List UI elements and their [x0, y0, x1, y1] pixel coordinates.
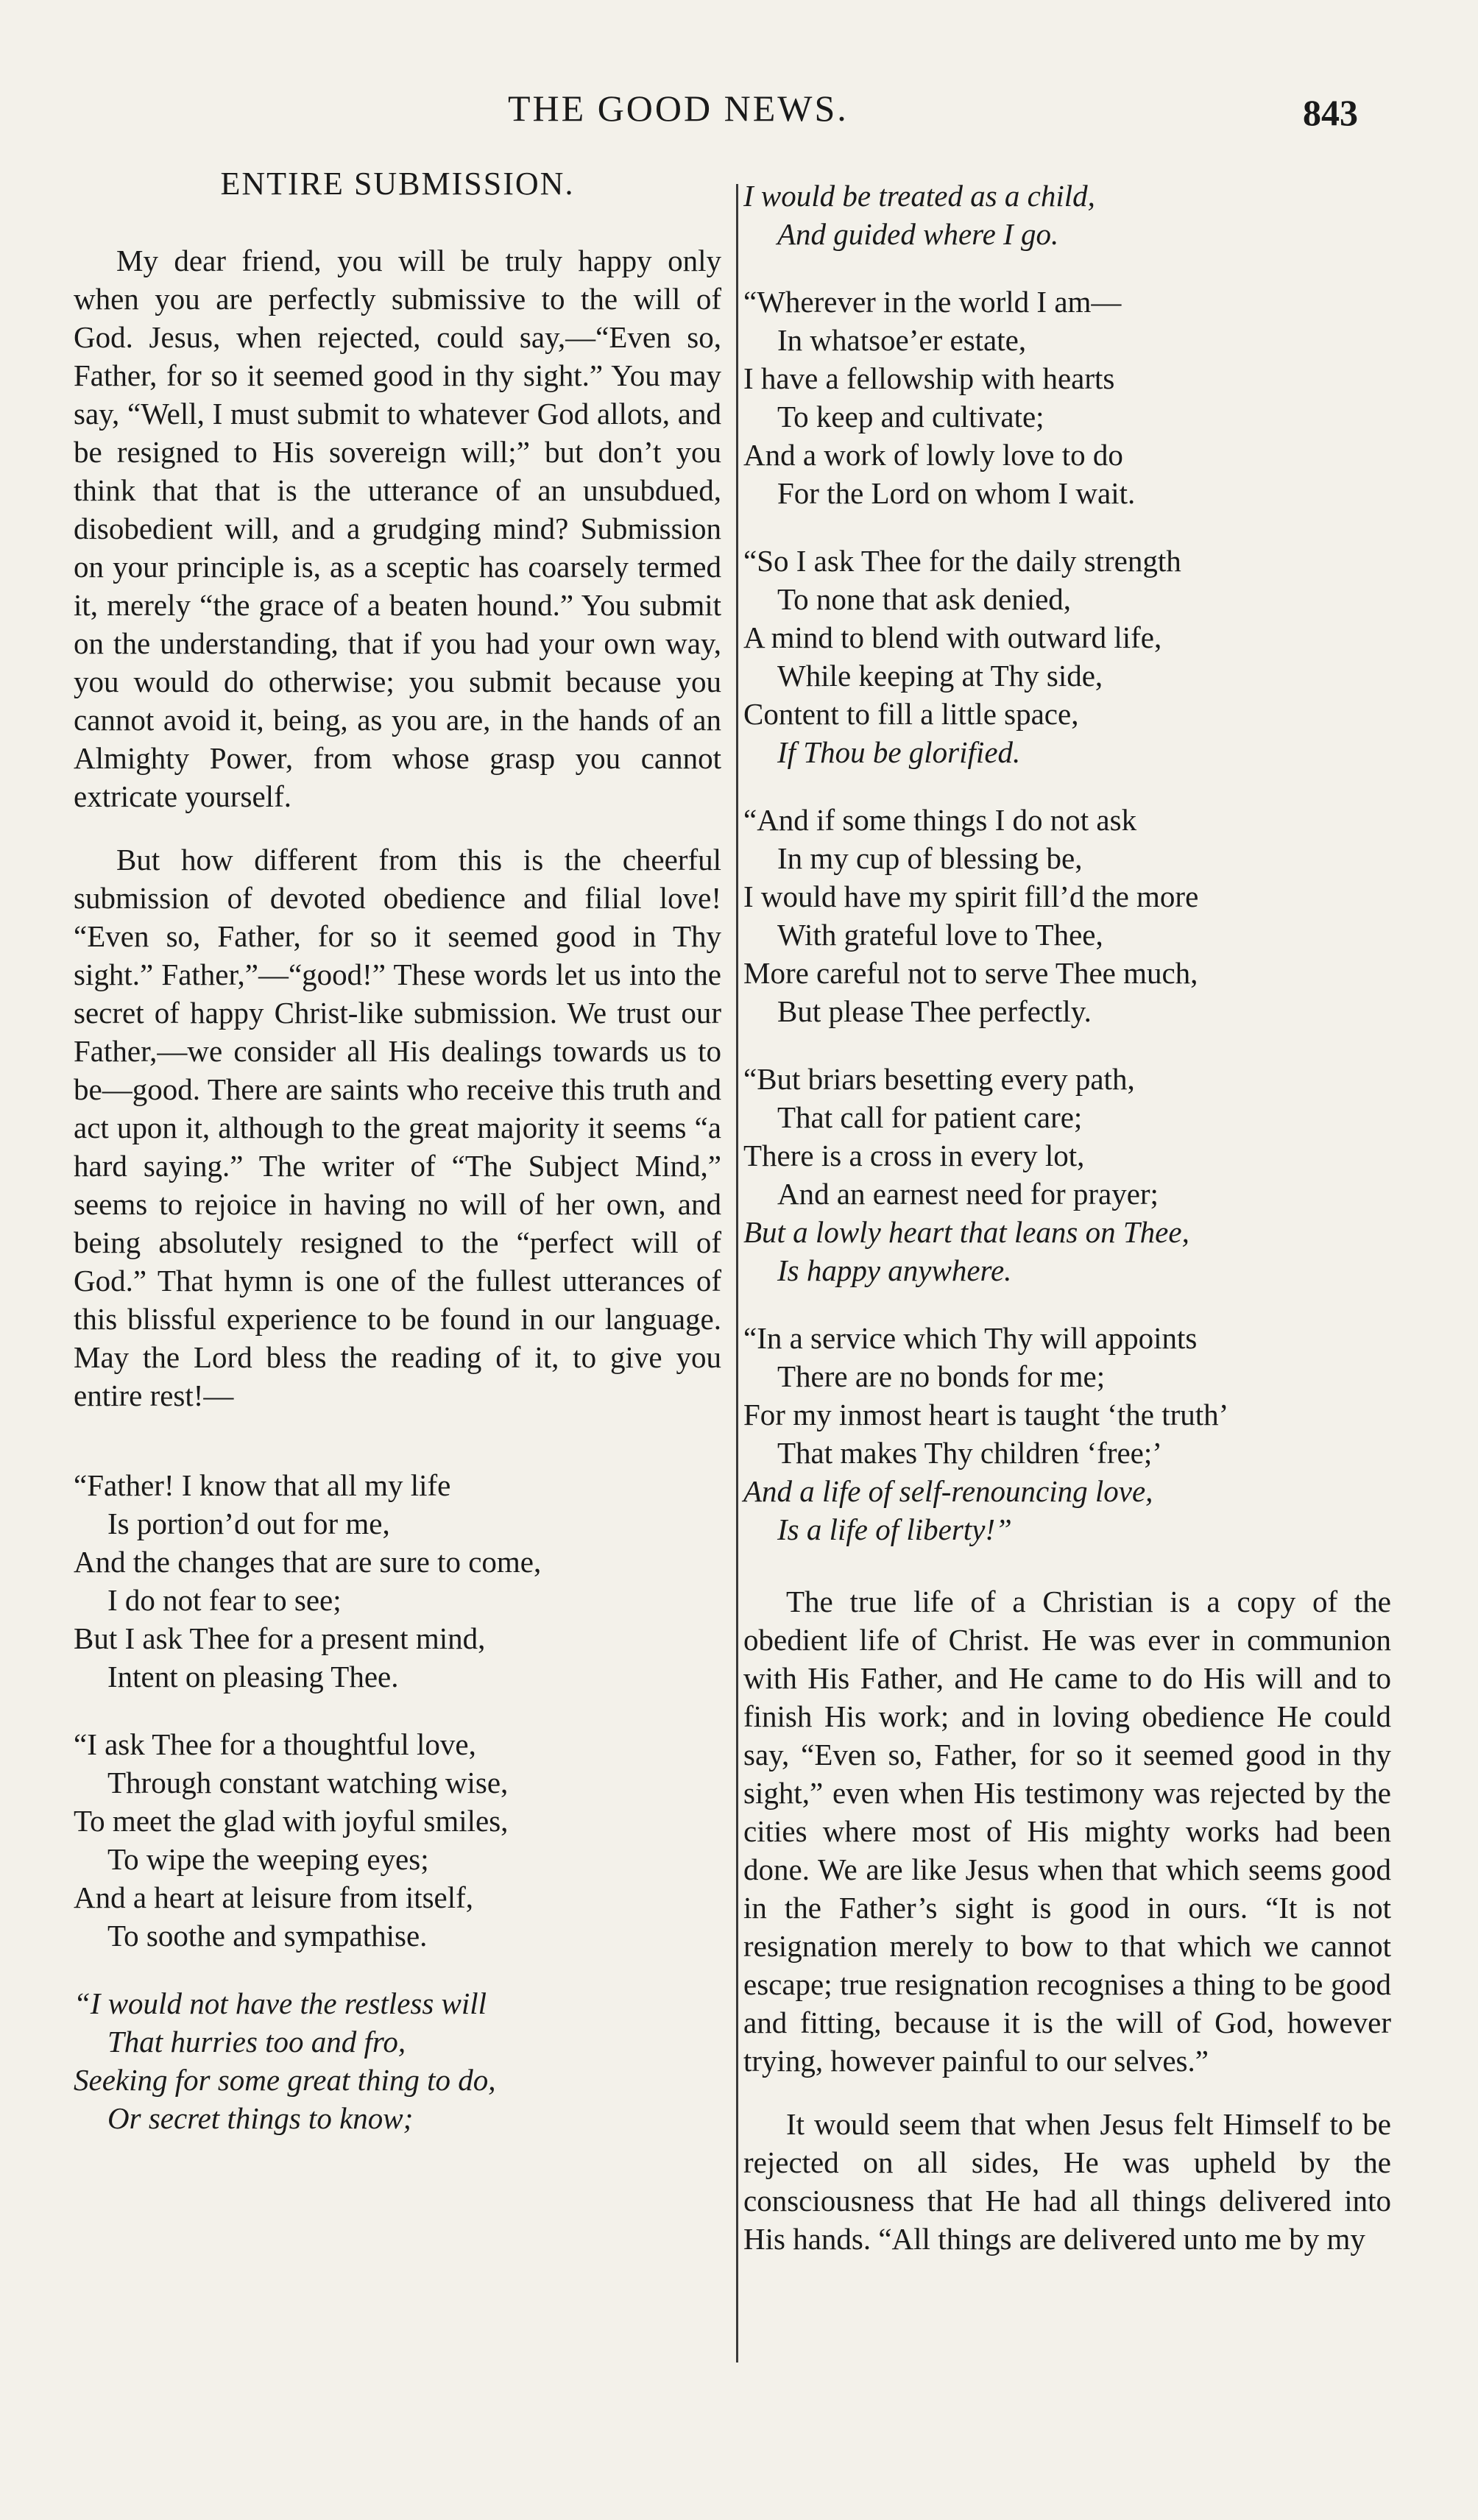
poem-line: “So I ask Thee for the daily strength [743, 544, 1181, 578]
poem-stanza-4 [743, 283, 1391, 512]
page-header [0, 87, 1478, 146]
poem-line: There are no bonds for me; [777, 1359, 1106, 1393]
poem-line: To none that ask denied, [777, 582, 1072, 616]
poem-stanza-6 [743, 801, 1391, 1030]
poem-stanza-7 [743, 1060, 1391, 1289]
poem-line: More careful not to serve Thee much, [743, 956, 1198, 990]
poem-line: For my inmost heart is taught ‘the truth’ [743, 1398, 1229, 1431]
poem-line: “In a service which Thy will appoints [743, 1321, 1198, 1355]
poem-line: And an earnest need for prayer; [777, 1177, 1159, 1211]
poem-stanza-1 [74, 1466, 721, 1696]
poem-line: Is happy anywhere. [777, 1253, 1012, 1287]
article-title: ENTIRE SUBMISSION. [220, 166, 575, 202]
poem-line: To meet the glad with joyful smiles, [74, 1804, 509, 1838]
poem-stanza-8 [743, 1319, 1391, 1549]
poem-stanza-5 [743, 542, 1391, 771]
poem-line: But I ask Thee for a present mind, [74, 1621, 486, 1655]
poem-line: And a life of self-renouncing love, [743, 1474, 1153, 1508]
poem-line: To keep and cultivate; [777, 400, 1044, 433]
poem-line: Is portion’d out for me, [107, 1507, 390, 1540]
poem-line: That hurries too and fro, [107, 2025, 406, 2059]
poem-line: I have a fellowship with hearts [743, 361, 1115, 395]
poem-stanza-2 [74, 1725, 721, 1955]
left-column [74, 165, 721, 2137]
poem-line: To soothe and sympathise. [107, 1919, 428, 1953]
paragraph-2: But how different from this is the cheerful submission of devoted obedience and filial love! “Even so, Father, for so it seemed good in Thy sight.” Father,”—“good!” These words let us into the secret of happy Christ-like submission. We trust our Father,—we consider all His dealings towards us to be—good. There are saints who receive this truth and act upon it, although to the great majority it seems “a hard saying.” The writer of “The Subject Mind,” seems to rejoice in having no will of her own, and being absolutely resigned to the “perfect will of God.” That hymn is one of the fullest utterances of this blissful experience to be found in our language. May the Lord bless the reading of it, to give you entire rest!— [74, 843, 721, 1412]
poem-line: In my cup of blessing be, [777, 841, 1083, 875]
poem-line: In whatsoe’er estate, [777, 323, 1027, 357]
poem-stanza-3 [74, 1984, 721, 2137]
poem-line: I do not fear to see; [107, 1583, 342, 1617]
poem-line: I would have my spirit fill’d the more [743, 879, 1199, 913]
poem-line: And a work of lowly love to do [743, 438, 1123, 472]
poem-line: There is a cross in every lot, [743, 1139, 1085, 1172]
poem-line: And a heart at leisure from itself, [74, 1880, 474, 1914]
closing-paragraph-1: The true life of a Christian is a copy of the obedient life of Christ. He was ever in communion with His Father, and He came to do His will and to finish His work; and in loving obedience He could say, “Even so, Father, for so it seemed good in thy sight,” even when His testimony was rejected by the cities where most of His mighty works had been done. We are like Jesus when that which seems good in the Father’s sight is good in ours. “It is not resignation merely to bow to that which we cannot escape; true resignation recognises a thing to be good and fitting, because it is the will of God, however trying, however painful to our selves.” [743, 1585, 1391, 2078]
poem-line: “I would not have the restless will [74, 1986, 487, 2020]
closing-paragraph-2: It would seem that when Jesus felt Himself to be rejected on all sides, He was upheld by the consciousness that He had all things delivered into His hands. “All things are delivered unto me by my [743, 2107, 1391, 2256]
right-column [743, 177, 1391, 2258]
poem-line: But a lowly heart that leans on Thee, [743, 1215, 1189, 1249]
poem-line: And guided where I go. [777, 217, 1059, 251]
page-number: 843 [1303, 92, 1358, 133]
poem-line: And the changes that are sure to come, [74, 1545, 542, 1579]
poem-line: Is a life of liberty!” [777, 1512, 1012, 1546]
poem-line: To wipe the weeping eyes; [107, 1842, 429, 1876]
poem-line: “But briars besetting every path, [743, 1062, 1135, 1096]
poem-line: Intent on pleasing Thee. [107, 1660, 399, 1693]
poem-line: Content to fill a little space, [743, 697, 1079, 731]
poem-line: A mind to blend with outward life, [743, 620, 1162, 654]
column-divider [736, 184, 738, 2362]
running-title: THE GOOD NEWS. [508, 88, 849, 129]
poem-line: That makes Thy children ‘free;’ [777, 1436, 1162, 1470]
poem-line: While keeping at Thy side, [777, 659, 1103, 693]
poem-line: “And if some things I do not ask [743, 803, 1137, 837]
poem-line: “Father! I know that all my life [74, 1468, 451, 1502]
poem-line: “I ask Thee for a thoughtful love, [74, 1727, 476, 1761]
poem-stanza-3-continued [743, 177, 1391, 253]
poem-line: With grateful love to Thee, [777, 918, 1103, 952]
poem-line: “Wherever in the world I am— [743, 285, 1122, 319]
poem-line: Seeking for some great thing to do, [74, 2063, 496, 2097]
paragraph-1: My dear friend, you will be truly happy only when you are perfectly submissive to the will of God. Jesus, when rejected, could say,—“Even so, Father, for so it seemed good in thy sight.” You may say, “Well, I must submit to whatever God allots, and be resigned to His sovereign will;” but don’t you think that that is the utterance of an unsubdued, disobedient will, and a grudging mind? Submission on your principle is, as a sceptic has coarsely termed it, merely “the grace of a beaten hound.” You submit on the understanding, that if you had your own way, you would do otherwise; you submit because you cannot avoid it, being, as you are, in the hands of an Almighty Power, from whose grasp you cannot extricate yourself. [74, 244, 721, 813]
poem-line: But please Thee perfectly. [777, 994, 1092, 1028]
poem-line: Or secret things to know; [107, 2101, 414, 2135]
poem-line: If Thou be glorified. [777, 735, 1021, 769]
poem-line: That call for patient care; [777, 1100, 1083, 1134]
poem-line: Through constant watching wise, [107, 1766, 509, 1799]
poem-line: I would be treated as a child, [743, 179, 1095, 213]
poem-line: For the Lord on whom I wait. [777, 476, 1136, 510]
